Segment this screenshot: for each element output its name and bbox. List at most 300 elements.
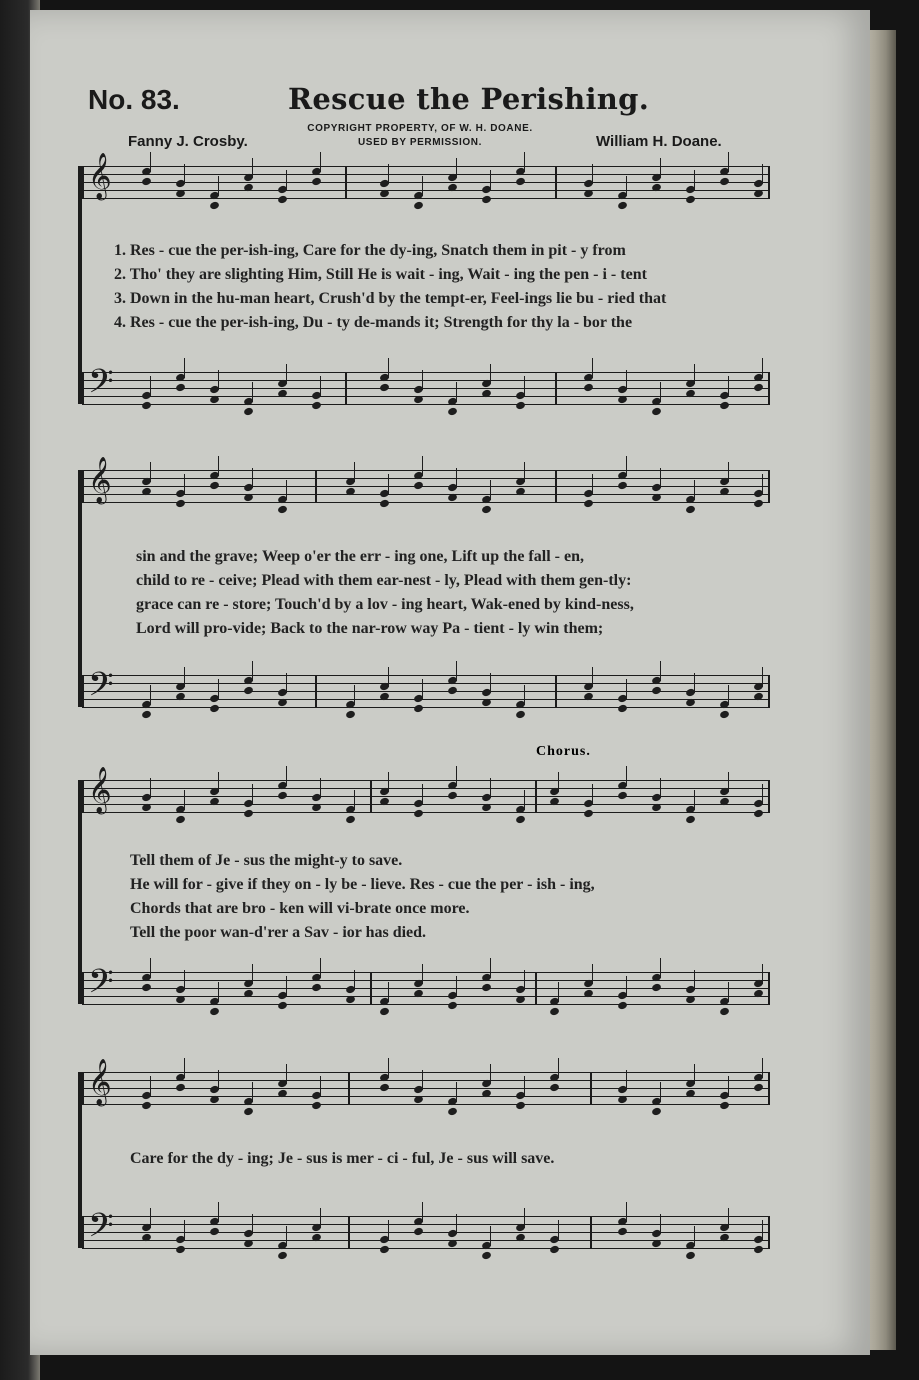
- note-stem: [626, 370, 627, 390]
- note-stem: [388, 1220, 389, 1240]
- note-head: [311, 803, 322, 813]
- staff-line: [82, 1232, 770, 1233]
- verse-2-line: He will for - give if they on - ly be - lieve. Res - cue the per - ish - ing,: [130, 876, 595, 893]
- bar-line: [82, 372, 84, 404]
- note-head: [277, 698, 288, 708]
- treble-clef-icon: 𝄞: [88, 767, 112, 812]
- note-head: [753, 1083, 764, 1093]
- note-stem: [218, 1070, 219, 1090]
- note-stem: [694, 1064, 695, 1084]
- treble-clef-icon: 𝄞: [88, 1059, 112, 1104]
- note-stem: [456, 766, 457, 786]
- staff-line: [82, 804, 770, 805]
- hymn-number: No. 83.: [88, 84, 180, 115]
- system-brace: [78, 470, 82, 707]
- treble-staff: [82, 153, 770, 198]
- note-head: [685, 995, 696, 1005]
- verse-3-line: grace can re - store; Touch'd by a lov - ing heart, Wak-ened by kind-ness,: [136, 596, 634, 613]
- staff-line: [82, 1104, 770, 1105]
- note-stem: [490, 480, 491, 500]
- note-head: [481, 983, 492, 993]
- staff-line: [82, 1004, 770, 1005]
- treble-clef-icon: 𝄞: [88, 457, 112, 502]
- note-head: [311, 177, 322, 187]
- note-head: [379, 383, 390, 393]
- staff-line: [82, 166, 770, 167]
- note-head: [379, 189, 390, 199]
- bass-staff: [82, 963, 770, 1008]
- note-stem: [728, 685, 729, 705]
- staff-line: [82, 796, 770, 797]
- staff-line: [82, 1072, 770, 1073]
- note-head: [141, 177, 152, 187]
- staff-line: [82, 972, 770, 973]
- note-stem: [150, 152, 151, 172]
- note-stem: [388, 164, 389, 184]
- note-head: [515, 995, 526, 1005]
- note-stem: [660, 468, 661, 488]
- note-stem: [490, 673, 491, 693]
- system-brace: [78, 1072, 82, 1248]
- note-head: [175, 995, 186, 1005]
- note-stem: [150, 1208, 151, 1228]
- note-stem: [592, 784, 593, 804]
- note-stem: [456, 158, 457, 178]
- bar-line: [768, 675, 770, 707]
- bar-line: [768, 166, 770, 198]
- note-stem: [524, 462, 525, 482]
- note-head: [447, 493, 458, 503]
- note-head: [175, 383, 186, 393]
- bass-clef-icon: 𝄢: [88, 1207, 114, 1252]
- bar-line: [555, 372, 557, 404]
- bar-line: [768, 780, 770, 812]
- note-stem: [524, 790, 525, 810]
- bar-line: [555, 675, 557, 707]
- note-head: [481, 698, 492, 708]
- note-stem: [388, 358, 389, 378]
- note-stem: [218, 772, 219, 792]
- note-stem: [184, 1058, 185, 1078]
- bar-line: [768, 372, 770, 404]
- note-stem: [286, 480, 287, 500]
- bar-line: [370, 780, 372, 812]
- verse-3-line: 3. Down in the hu-man heart, Crush'd by the tempt-er, Feel-ings lie bu - ried that: [114, 290, 667, 307]
- note-head: [243, 686, 254, 696]
- note-stem: [694, 790, 695, 810]
- treble-clef-icon: 𝄞: [88, 153, 112, 198]
- bass-clef-icon: 𝄢: [88, 666, 114, 711]
- note-head: [753, 189, 764, 199]
- note-stem: [592, 474, 593, 494]
- note-stem: [184, 358, 185, 378]
- bar-line: [535, 972, 537, 1004]
- verse-1-line: sin and the grave; Weep o'er the err - ing one, Lift up the fall - en,: [136, 548, 584, 565]
- staff-line: [82, 691, 770, 692]
- note-stem: [524, 376, 525, 396]
- note-head: [719, 177, 730, 187]
- staff-line: [82, 707, 770, 708]
- note-head: [651, 686, 662, 696]
- note-stem: [286, 170, 287, 190]
- bar-line: [768, 1072, 770, 1104]
- note-stem: [660, 1082, 661, 1102]
- note-head: [243, 493, 254, 503]
- note-head: [379, 1083, 390, 1093]
- note-head: [141, 983, 152, 993]
- note-stem: [184, 667, 185, 687]
- bar-line: [768, 1216, 770, 1248]
- bar-line: [768, 470, 770, 502]
- staff-line: [82, 980, 770, 981]
- note-stem: [184, 790, 185, 810]
- note-stem: [422, 784, 423, 804]
- note-stem: [762, 784, 763, 804]
- permission-line: USED BY PERMISSION.: [357, 137, 483, 148]
- verse-2-line: child to re - ceive; Plead with them ear-nest - ly, Plead with them gen-tly:: [136, 572, 632, 589]
- staff-line: [82, 198, 770, 199]
- note-stem: [728, 982, 729, 1002]
- note-head: [617, 1095, 628, 1105]
- bass-clef-icon: 𝄢: [88, 963, 114, 1008]
- staff-line: [82, 478, 770, 479]
- chorus-label: Chorus.: [536, 744, 591, 759]
- note-stem: [762, 1220, 763, 1240]
- note-stem: [286, 1226, 287, 1246]
- note-stem: [728, 772, 729, 792]
- note-head: [651, 1239, 662, 1249]
- note-stem: [286, 673, 287, 693]
- staff-line: [82, 388, 770, 389]
- system-brace: [78, 780, 82, 1004]
- bar-line: [348, 1216, 350, 1248]
- staff-line: [82, 380, 770, 381]
- note-stem: [354, 462, 355, 482]
- note-stem: [388, 474, 389, 494]
- note-stem: [626, 976, 627, 996]
- bass-staff: [82, 363, 770, 408]
- bass-staff: [82, 666, 770, 711]
- note-head: [209, 1095, 220, 1105]
- note-stem: [558, 1220, 559, 1240]
- staff-line: [82, 1224, 770, 1225]
- note-stem: [592, 358, 593, 378]
- note-stem: [456, 1082, 457, 1102]
- note-stem: [354, 790, 355, 810]
- note-stem: [660, 958, 661, 978]
- note-stem: [592, 964, 593, 984]
- note-stem: [490, 1226, 491, 1246]
- system-brace: [78, 166, 82, 404]
- bar-line: [768, 972, 770, 1004]
- note-head: [617, 481, 628, 491]
- bar-line: [555, 470, 557, 502]
- note-stem: [286, 364, 287, 384]
- note-stem: [660, 661, 661, 681]
- note-stem: [728, 376, 729, 396]
- note-stem: [320, 152, 321, 172]
- note-stem: [422, 176, 423, 196]
- note-head: [209, 395, 220, 405]
- staff-line: [82, 396, 770, 397]
- note-head: [209, 481, 220, 491]
- staff-line: [82, 996, 770, 997]
- verse-1-line: Tell them of Je - sus the might-y to save.: [130, 852, 403, 869]
- verse-4-line: Tell the poor wan-d'rer a Sav - ior has died.: [130, 924, 427, 941]
- note-stem: [150, 778, 151, 798]
- note-stem: [184, 474, 185, 494]
- note-stem: [762, 474, 763, 494]
- note-head: [651, 493, 662, 503]
- note-stem: [320, 1076, 321, 1096]
- note-stem: [456, 468, 457, 488]
- note-stem: [422, 456, 423, 476]
- staff-line: [82, 780, 770, 781]
- staff-line: [82, 675, 770, 676]
- note-stem: [388, 667, 389, 687]
- note-stem: [218, 1202, 219, 1222]
- note-stem: [252, 468, 253, 488]
- bar-line: [535, 780, 537, 812]
- note-stem: [422, 1070, 423, 1090]
- note-stem: [456, 976, 457, 996]
- note-head: [583, 189, 594, 199]
- note-stem: [184, 970, 185, 990]
- note-head: [311, 983, 322, 993]
- note-stem: [252, 1214, 253, 1234]
- note-head: [651, 803, 662, 813]
- treble-staff: [82, 767, 770, 812]
- note-stem: [286, 1064, 287, 1084]
- note-stem: [456, 1214, 457, 1234]
- note-stem: [762, 1058, 763, 1078]
- staff-line: [82, 470, 770, 471]
- note-head: [617, 1227, 628, 1237]
- note-stem: [252, 1082, 253, 1102]
- note-head: [175, 189, 186, 199]
- note-stem: [762, 358, 763, 378]
- note-stem: [422, 679, 423, 699]
- bar-line: [370, 972, 372, 1004]
- note-stem: [490, 170, 491, 190]
- chorus-lyric-line: Care for the dy - ing; Je - sus is mer - ci - ful, Je - sus will save.: [130, 1150, 555, 1167]
- staff-line: [82, 494, 770, 495]
- bar-line: [345, 372, 347, 404]
- note-stem: [150, 685, 151, 705]
- note-head: [413, 395, 424, 405]
- bar-line: [590, 1072, 592, 1104]
- bar-line: [348, 1072, 350, 1104]
- verse-4-line: Lord will pro-vide; Back to the nar-row way Pa - tient - ly win them;: [136, 620, 604, 637]
- bar-line: [590, 1216, 592, 1248]
- note-stem: [694, 673, 695, 693]
- note-stem: [354, 970, 355, 990]
- note-head: [243, 1239, 254, 1249]
- note-stem: [762, 964, 763, 984]
- note-stem: [252, 661, 253, 681]
- note-head: [753, 383, 764, 393]
- note-stem: [320, 376, 321, 396]
- note-head: [447, 1239, 458, 1249]
- note-stem: [660, 778, 661, 798]
- note-head: [447, 791, 458, 801]
- note-stem: [490, 1064, 491, 1084]
- copyright-notice: [270, 122, 570, 150]
- note-stem: [252, 784, 253, 804]
- bar-line: [82, 1072, 84, 1104]
- note-stem: [694, 170, 695, 190]
- note-stem: [422, 370, 423, 390]
- note-head: [413, 1095, 424, 1105]
- note-head: [209, 1227, 220, 1237]
- staff-line: [82, 372, 770, 373]
- note-head: [651, 983, 662, 993]
- note-stem: [626, 679, 627, 699]
- note-stem: [252, 964, 253, 984]
- note-stem: [524, 685, 525, 705]
- staff-line: [82, 1088, 770, 1089]
- note-stem: [626, 456, 627, 476]
- verse-4-line: 4. Res - cue the per-ish-ing, Du - ty de-mands it; Strength for thy la - bor the: [114, 314, 633, 331]
- bass-clef-icon: 𝄢: [88, 363, 114, 408]
- note-stem: [388, 982, 389, 1002]
- bar-line: [315, 470, 317, 502]
- note-stem: [320, 958, 321, 978]
- bar-line: [82, 780, 84, 812]
- note-stem: [660, 1214, 661, 1234]
- note-stem: [626, 1202, 627, 1222]
- note-stem: [524, 1076, 525, 1096]
- bar-line: [82, 470, 84, 502]
- note-stem: [490, 778, 491, 798]
- note-stem: [252, 382, 253, 402]
- bar-line: [345, 166, 347, 198]
- note-stem: [762, 667, 763, 687]
- note-stem: [218, 370, 219, 390]
- note-stem: [626, 176, 627, 196]
- copyright-line: COPYRIGHT PROPERTY, OF W. H. DOANE.: [307, 123, 533, 134]
- staff-line: [82, 788, 770, 789]
- note-head: [413, 481, 424, 491]
- note-stem: [490, 364, 491, 384]
- note-stem: [218, 982, 219, 1002]
- staff-line: [82, 404, 770, 405]
- note-head: [549, 1083, 560, 1093]
- note-head: [617, 791, 628, 801]
- note-stem: [320, 778, 321, 798]
- note-stem: [558, 982, 559, 1002]
- note-stem: [660, 158, 661, 178]
- note-head: [583, 383, 594, 393]
- verse-1-line: 1. Res - cue the per-ish-ing, Care for the dy-ing, Snatch them in pit - y from: [114, 242, 626, 259]
- note-stem: [694, 364, 695, 384]
- note-stem: [592, 667, 593, 687]
- staff-line: [82, 190, 770, 191]
- verse-2-line: 2. Tho' they are slighting Him, Still He is wait - ing, Wait - ing the pen - i - tent: [114, 266, 647, 283]
- note-stem: [184, 1220, 185, 1240]
- note-stem: [320, 1208, 321, 1228]
- note-head: [481, 803, 492, 813]
- staff-line: [82, 1240, 770, 1241]
- note-stem: [456, 382, 457, 402]
- note-stem: [524, 970, 525, 990]
- note-stem: [558, 1058, 559, 1078]
- note-stem: [286, 766, 287, 786]
- note-stem: [694, 480, 695, 500]
- note-stem: [626, 766, 627, 786]
- note-stem: [150, 462, 151, 482]
- staff-line: [82, 812, 770, 813]
- staff-line: [82, 174, 770, 175]
- note-stem: [252, 158, 253, 178]
- note-stem: [592, 164, 593, 184]
- note-stem: [150, 1076, 151, 1096]
- note-stem: [218, 679, 219, 699]
- bar-line: [82, 972, 84, 1004]
- bar-line: [315, 675, 317, 707]
- note-head: [277, 791, 288, 801]
- note-stem: [354, 685, 355, 705]
- bar-line: [555, 166, 557, 198]
- note-stem: [388, 772, 389, 792]
- treble-staff: [82, 457, 770, 502]
- note-head: [685, 698, 696, 708]
- note-head: [447, 686, 458, 696]
- note-stem: [524, 152, 525, 172]
- staff-line: [82, 1216, 770, 1217]
- note-head: [175, 1083, 186, 1093]
- verse-3-line: Chords that are bro - ken will vi-brate once more.: [130, 900, 470, 917]
- staff-line: [82, 1080, 770, 1081]
- note-head: [141, 803, 152, 813]
- hymn-title: Rescue the Perishing.: [288, 82, 650, 116]
- bar-line: [82, 1216, 84, 1248]
- note-head: [515, 177, 526, 187]
- note-stem: [558, 772, 559, 792]
- note-stem: [422, 1202, 423, 1222]
- note-stem: [694, 970, 695, 990]
- note-head: [617, 395, 628, 405]
- staff-line: [82, 1096, 770, 1097]
- note-stem: [524, 1208, 525, 1228]
- note-stem: [218, 456, 219, 476]
- note-head: [413, 1227, 424, 1237]
- note-stem: [150, 376, 151, 396]
- note-head: [345, 995, 356, 1005]
- bar-line: [82, 675, 84, 707]
- note-stem: [626, 1070, 627, 1090]
- note-stem: [490, 958, 491, 978]
- bass-staff: [82, 1207, 770, 1252]
- note-stem: [728, 152, 729, 172]
- lyricist: Fanny J. Crosby.: [128, 133, 248, 150]
- note-stem: [728, 1208, 729, 1228]
- bar-line: [82, 166, 84, 198]
- note-stem: [422, 964, 423, 984]
- note-stem: [728, 1076, 729, 1096]
- note-stem: [728, 462, 729, 482]
- note-stem: [388, 1058, 389, 1078]
- treble-staff: [82, 1059, 770, 1104]
- note-stem: [762, 164, 763, 184]
- composer: William H. Doane.: [596, 133, 722, 150]
- note-stem: [286, 976, 287, 996]
- note-stem: [660, 382, 661, 402]
- note-stem: [218, 176, 219, 196]
- note-stem: [184, 164, 185, 184]
- note-stem: [694, 1226, 695, 1246]
- staff-line: [82, 699, 770, 700]
